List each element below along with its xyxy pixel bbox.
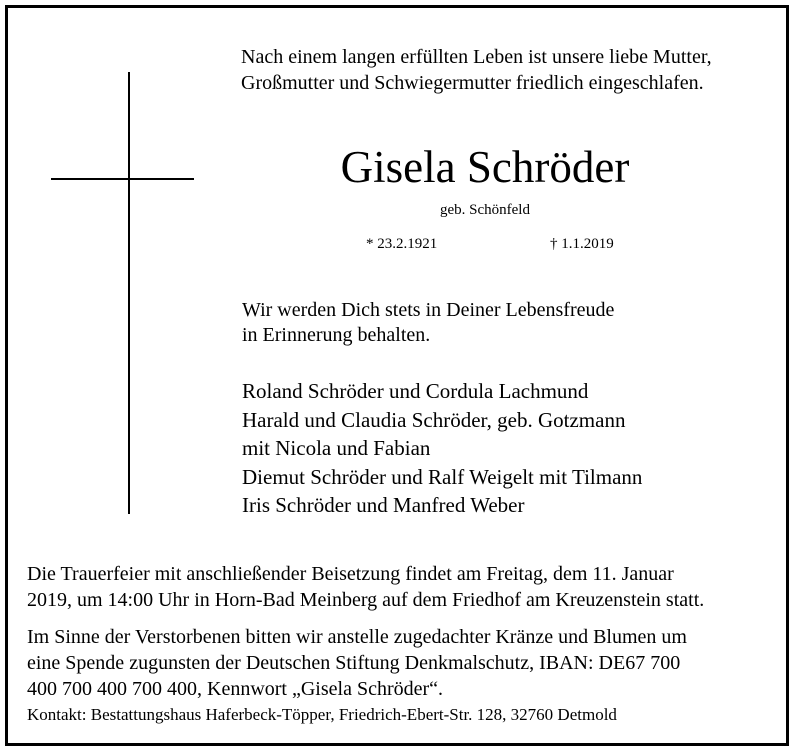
donation-request — [27, 624, 687, 702]
contact-info: Kontakt: Bestattungshaus Haferbeck-Töpper, Friedrich-Ebert-Str. 128, 32760 Detmold — [27, 705, 617, 724]
quote-line: Wir werden Dich stets in Deiner Lebensfreude — [242, 299, 615, 321]
birth-date: * 23.2.1921 — [366, 236, 438, 252]
ceremony-line: 2019, um 14:00 Uhr in Horn-Bad Meinberg auf dem Friedhof am Kreuzenstein statt. — [27, 589, 705, 611]
mourner-line: Iris Schröder und Manfred Weber — [242, 493, 525, 517]
ceremony-info — [27, 561, 704, 613]
mourner-line: mit Nicola und Fabian — [242, 436, 431, 460]
death-date: † 1.1.2019 — [550, 236, 614, 252]
donation-line: 400 700 400 700 400, Kennwort „Gisela Schröder“. — [27, 678, 444, 700]
deceased-name: Gisela Schröder — [340, 142, 630, 192]
mourner-line: Harald und Claudia Schröder, geb. Gotzmann — [242, 407, 626, 432]
quote-line: in Erinnerung behalten. — [242, 324, 431, 346]
donation-line: eine Spende zugunsten der Deutschen Stiftung Denkmalschutz, IBAN: DE67 700 — [27, 652, 681, 674]
maiden-name: geb. Schönfeld — [440, 202, 530, 218]
intro-line: Großmutter und Schwiegermutter friedlich eingeschlafen. — [241, 72, 704, 94]
mourner-line: Diemut Schröder und Ralf Weigelt mit Tilmann — [242, 464, 643, 489]
donation-line: Im Sinne der Verstorbenen bitten wir anstelle zugedachter Kränze und Blumen um — [27, 626, 687, 648]
memorial-quote — [242, 298, 614, 348]
mourners-list — [242, 377, 642, 520]
mourner-line: Roland Schröder und Cordula Lachmund — [242, 379, 589, 403]
intro-line: Nach einem langen erfüllten Leben ist unsere liebe Mutter, — [241, 46, 712, 68]
ceremony-line: Die Trauerfeier mit anschließender Beisetzung findet am Freitag, dem 11. Januar — [27, 563, 674, 585]
cross-icon — [128, 72, 130, 514]
intro-text — [241, 44, 712, 96]
